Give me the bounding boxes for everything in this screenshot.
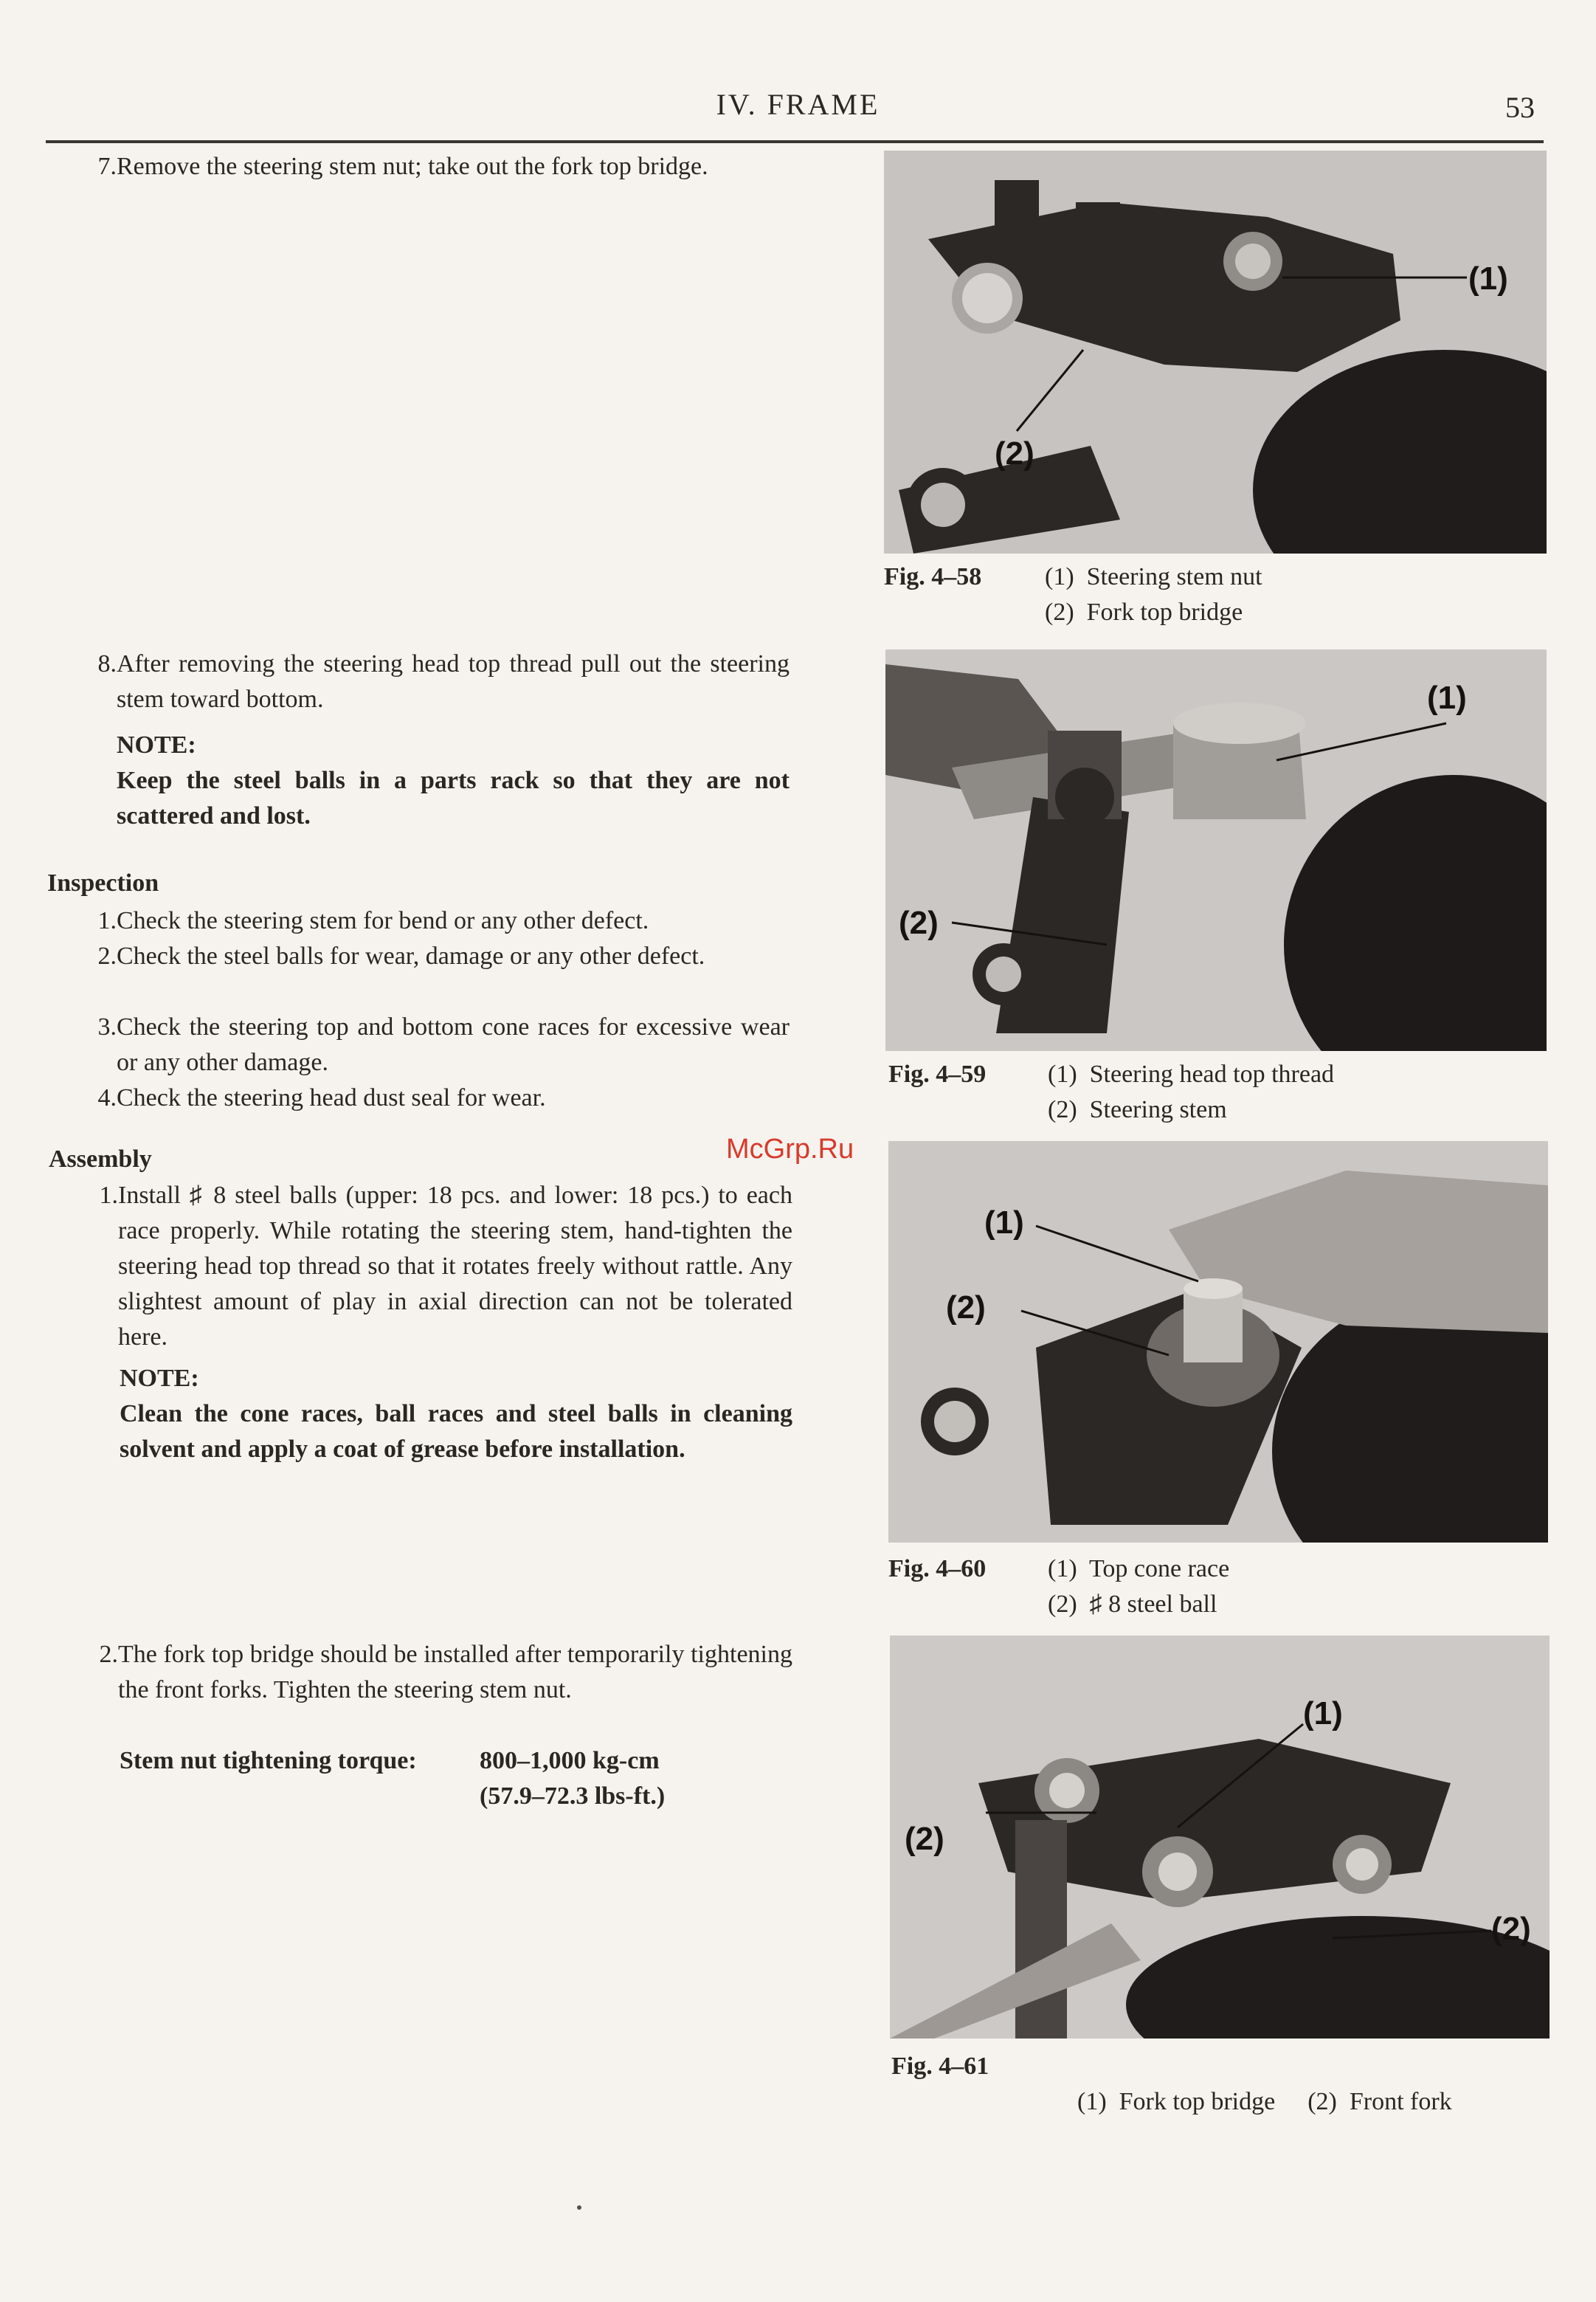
callout-label: (1) (1468, 261, 1508, 297)
note-block (117, 728, 790, 834)
step-number: 7. (97, 153, 117, 180)
note-text: Clean the cone races, ball races and steel balls in cleaning solvent and apply a coat of grease before installation. (120, 1400, 792, 1463)
section-title-inspection: Inspection (47, 869, 159, 897)
legend-item: (1) Top cone race (1048, 1555, 1230, 1582)
legend-item: (1) Steering stem nut (1045, 563, 1262, 590)
figure-photo-4-59 (885, 649, 1547, 1051)
item-number: 2. (99, 1641, 118, 1668)
item-number: 1. (97, 907, 117, 934)
item-number: 2. (97, 942, 117, 970)
callout-label: (2) (995, 435, 1034, 472)
item-number: 4. (97, 1084, 117, 1112)
legend-item: (2) Fork top bridge (1045, 599, 1243, 626)
item-text: The fork top bridge should be installed after temporarily tightening the front forks. Tighten the steering stem nut. (118, 1641, 792, 1703)
item-text: Install ♯ 8 steel balls (upper: 18 pcs. and lower: 18 pcs.) to each race properly. While rotating the steering stem, hand-tighten the steering head top thread so that it rotates freely without rattle. Any slightest amount of play in axial direction can not be tolerated here. (118, 1182, 792, 1351)
callout-label: (2) (946, 1289, 986, 1326)
figure-photo-4-60 (888, 1141, 1548, 1543)
legend-item: (2) Front fork (1307, 2088, 1452, 2115)
torque-value-imperial: (57.9–72.3 lbs-ft.) (480, 1782, 666, 1810)
legend-item: (1) Fork top bridge (1077, 2088, 1276, 2115)
step-text: After removing the steering head top thread pull out the steering stem toward bottom. (117, 650, 790, 713)
torque-label: Stem nut tightening torque: (120, 1747, 417, 1774)
figure-number: Fig. 4–60 (888, 1555, 987, 1582)
note-block (120, 1361, 792, 1467)
item-text: Check the steel balls for wear, damage or any other defect. (117, 942, 705, 970)
callout-label: (1) (1303, 1695, 1343, 1731)
figure-photo-4-61 (890, 1636, 1550, 2039)
step-number: 8. (97, 650, 117, 678)
callout-label: (1) (1427, 680, 1467, 716)
item-text: Check the steering top and bottom cone races for excessive wear or any other damage. (117, 1013, 790, 1076)
figure-number: Fig. 4–59 (888, 1061, 987, 1088)
callout-label: (1) (984, 1205, 1024, 1241)
note-text: Keep the steel balls in a parts rack so that they are not scattered and lost. (117, 767, 790, 830)
callout-label: (2) (905, 1821, 944, 1857)
page-speck (577, 2205, 581, 2210)
callout-label: (2) (899, 905, 939, 941)
figure-number: Fig. 4–58 (884, 563, 982, 590)
step-text: Remove the steering stem nut; take out the fork top bridge. (117, 153, 708, 180)
item-text: Check the steering head dust seal for wear. (117, 1084, 546, 1112)
watermark: McGrp.Ru (726, 1134, 854, 1165)
figure-number: Fig. 4–61 (891, 2053, 989, 2080)
legend-item: (2) Steering stem (1048, 1096, 1227, 1123)
page-number: 53 (1505, 91, 1535, 124)
item-text: Check the steering stem for bend or any other defect. (117, 907, 649, 934)
legend-item: (2) ♯ 8 steel ball (1048, 1591, 1217, 1618)
page-header-title: IV. FRAME (716, 88, 880, 121)
torque-value: 800–1,000 kg-cm (480, 1747, 660, 1774)
note-label: NOTE: (117, 731, 196, 759)
item-number: 1. (99, 1182, 118, 1209)
header-rule (46, 140, 1544, 143)
figure-photo-4-58 (884, 151, 1547, 554)
callout-label: (2) (1491, 1911, 1531, 1947)
section-title-assembly: Assembly (49, 1145, 152, 1173)
note-label: NOTE: (120, 1365, 199, 1392)
legend-item: (1) Steering head top thread (1048, 1061, 1335, 1088)
item-number: 3. (97, 1013, 117, 1041)
